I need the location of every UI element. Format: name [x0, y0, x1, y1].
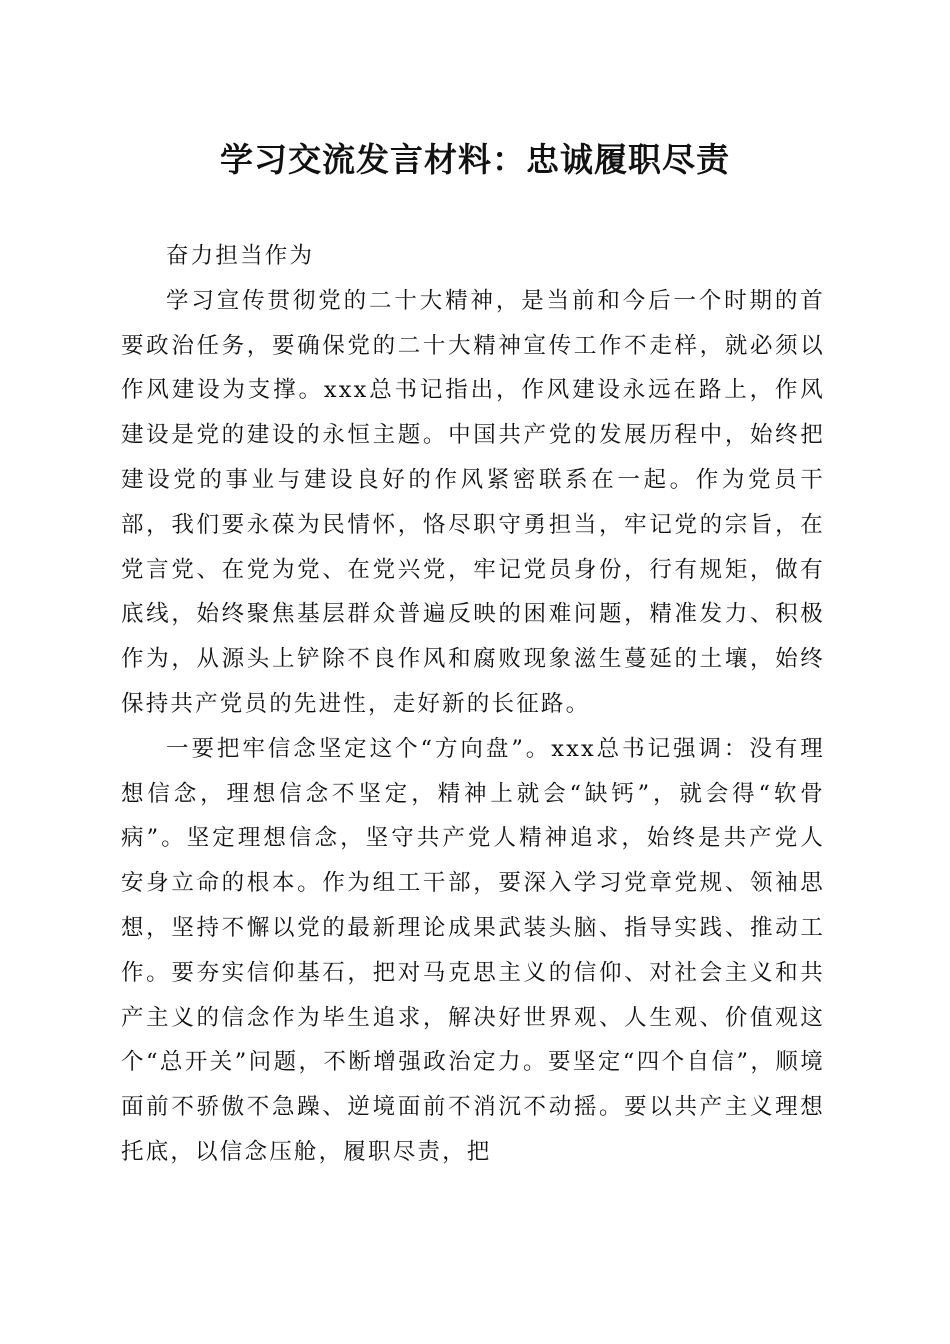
paragraph: 一要把牢信念坚定这个“方向盘”。xxx总书记强调：没有理想信念，理想信念不坚定，精神上就会“缺钙”，就会得“软骨病”。坚定理想信念，坚守共产党人精神追求，始终是共产党人安身立命的根本。作为组工干部，要深入学习党章党规、领袖思想，坚持不懈以党的最新理论成果武装头脑、指导实践、推动工作。要夯实信仰基石，把对马克思主义的信仰、对社会主义和共产主义的信念作为毕生追求，解决好世界观、人生观、价值观这个“总开关”问题，不断增强政治定力。要坚定“四个自信”，顺境面前不骄傲不急躁、逆境面前不消沉不动摇。要以共产主义理想托底，以信念压舱，履职尽责，把 [121, 735, 825, 1165]
paragraph: 学习宣传贯彻党的二十大精神，是当前和今后一个时期的首要政治任务，要确保党的二十大精神宣传工作不走样，就必须以作风建设为支撑。xxx总书记指出，作风建设永远在路上，作风建设是党的建设的永恒主题。中国共产党的发展历程中，始终把建设党的事业与建设良好的作风紧密联系在一起。作为党员干部，我们要永葆为民情怀，恪尽职守勇担当，牢记党的宗旨，在党言党、在党为党、在党兴党，牢记党员身份，行有规矩，做有底线，始终聚焦基层群众普遍反映的困难问题，精准发力、积极作为，从源头上铲除不良作风和腐败现象滋生蔓延的土壤，始终保持共产党员的先进性，走好新的长征路。 [121, 287, 825, 717]
document-body [121, 234, 825, 1175]
document-title: 学习交流发言材料：忠诚履职尽责 [220, 140, 730, 179]
paragraph-subtitle: 奋力担当作为 [166, 243, 315, 269]
